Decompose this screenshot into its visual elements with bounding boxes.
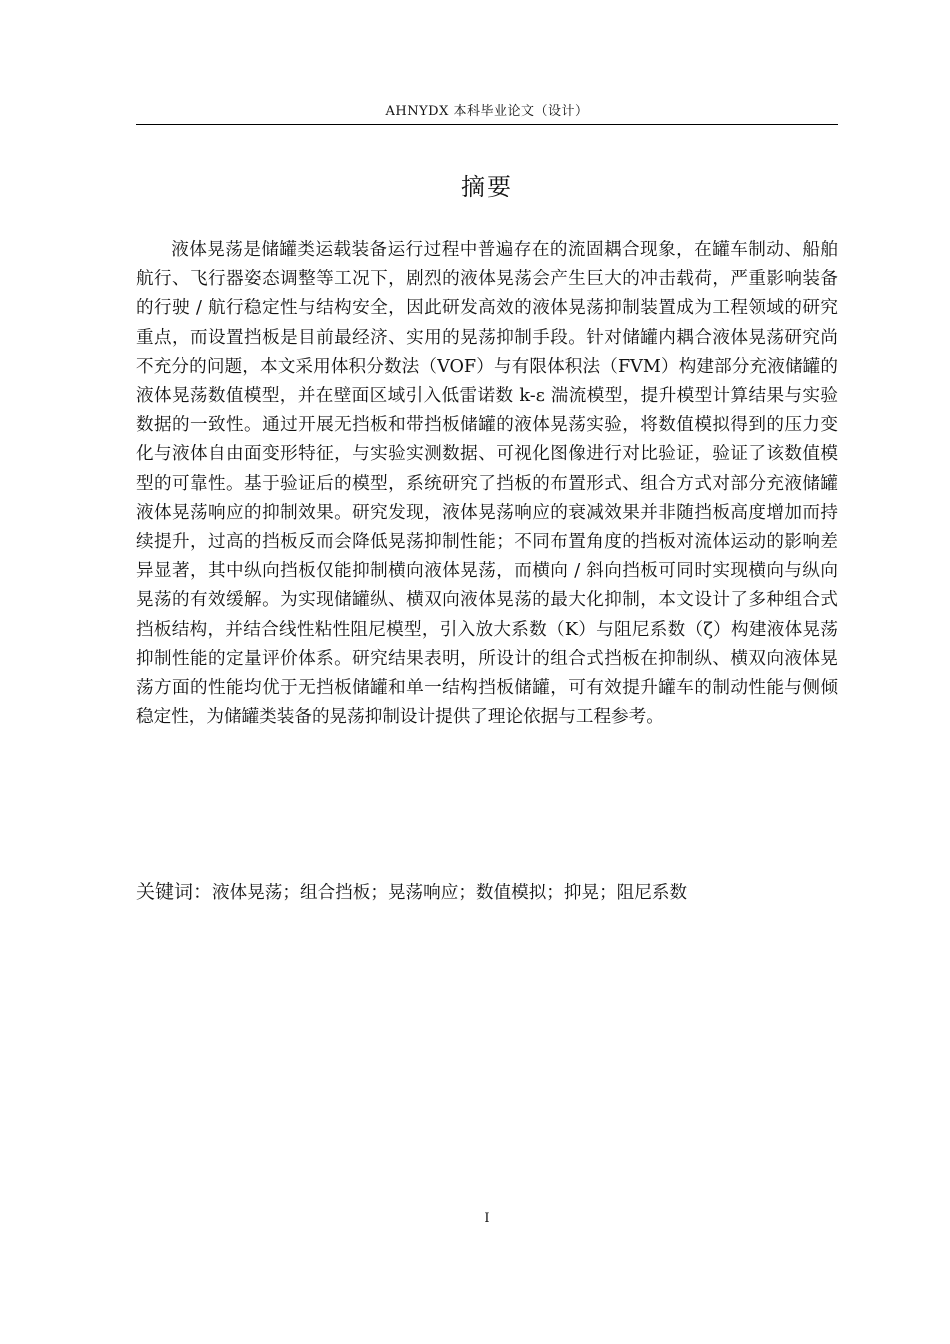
keywords-terms: 液体晃荡；组合挡板；晃荡响应；数值模拟；抑晃；阻尼系数 xyxy=(212,883,688,903)
running-header: AHNYDX 本科毕业论文（设计） xyxy=(385,104,589,119)
keywords-line xyxy=(136,877,838,908)
keywords-label: 关键词： xyxy=(136,881,213,903)
header-rule xyxy=(136,124,838,125)
abstract-title: 摘要 xyxy=(461,173,513,201)
abstract-body: 液体晃荡是储罐类运载装备运行过程中普遍存在的流固耦合现象，在罐车制动、船舶航行、飞行器姿态调整等工况下，剧烈的液体晃荡会产生巨大的冲击载荷，严重影响装备的行驶 / 航行稳定性与结构安全，因此研发高效的液体晃荡抑制装置成为工程领域的研究重点，而设置挡板是目前最经济、实用的晃荡抑制手段。针对储罐内耦合液体晃荡研究尚不充分的问题，本文采用体积分数法（VOF）与有限体积法（FVM）构建部分充液储罐的液体晃荡数值模型，并在壁面区域引入低雷诺数 k-ε 湍流模型，提升模型计算结果与实验数据的一致性。通过开展无挡板和带挡板储罐的液体晃荡实验，将数值模拟得到的压力变化与液体自由面变形特征，与实验实测数据、可视化图像进行对比验证，验证了该数值模型的可靠性。基于验证后的模型，系统研究了挡板的布置形式、组合方式对部分充液储罐液体晃荡响应的抑制效果。研究发现，液体晃荡响应的衰减效果并非随挡板高度增加而持续提升，过高的挡板反而会降低晃荡抑制性能；不同布置角度的挡板对流体运动的影响差异显著，其中纵向挡板仅能抑制横向液体晃荡，而横向 / 斜向挡板可同时实现横向与纵向晃荡的有效缓解。为实现储罐纵、横双向液体晃荡的最大化抑制，本文设计了多种组合式挡板结构，并结合线性粘性阻尼模型，引入放大系数（K）与阻尼系数（ζ）构建液体晃荡抑制性能的定量评价体系。研究结果表明，所设计的组合式挡板在抑制纵、横双向液体晃荡方面的性能均优于无挡板储罐和单一结构挡板储罐，可有效提升罐车的制动性能与侧倾稳定性，为储罐类装备的晃荡抑制设计提供了理论依据与工程参考。 xyxy=(136,240,838,728)
page-number: I xyxy=(484,1211,490,1226)
